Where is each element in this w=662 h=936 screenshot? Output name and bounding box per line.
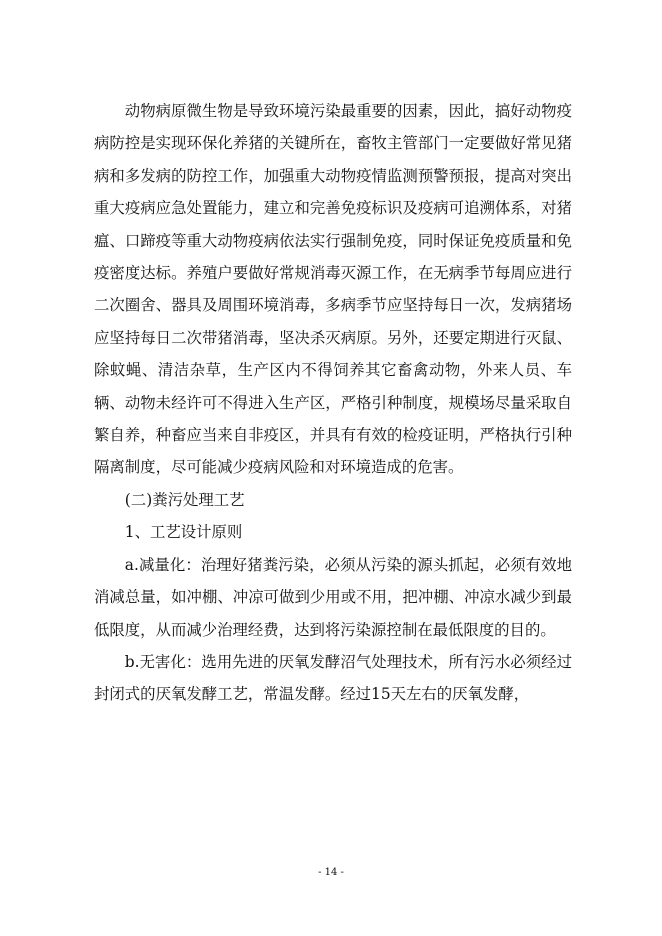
paragraph-disease-prevention: 动物病原微生物是导致环境污染最重要的因素，因此，搞好动物疫病防控是实现环保化养猪的关键所在，畜牧主管部门一定要做好常见猪病和多发病的防控工作，加强重大动物疫情监测预警预报，提高对突出重大疫病应急处置能力，建立和完善免疫标识及疫病可追溯体系，对猪瘟、口蹄疫等重大动物疫病依法实行强制免疫，同时保证免疫质量和免疫密度达标。养殖户要做好常规消毒灭源工作，在无病季节每周应进行二次圈舍、器具及周围环境消毒，多病季节应坚持每日一次，发病猪场应坚持每日二次带猪消毒，坚决杀灭病原。另外，还要定期进行灭鼠、除蚊蝇、清洁杂草，生产区内不得饲养其它畜禽动物，外来人员、车辆、动物未经许可不得进入生产区，严格引种制度，规模场尽量采取自繁自养，种畜应当来自非疫区，并具有有效的检疫证明，严格执行引种隔离制度，尽可能减少疫病风险和对环境造成的危害。 [94, 102, 572, 477]
paragraph-reduction: a.减量化：治理好猪粪污染，必须从污染的源头抓起，必须有效地消减总量，如冲棚、冲凉可做到少用或不用，把冲棚、冲凉水减少到最低限度，从而减少治理经费，达到将污染源控制在最低限度的目的。 [94, 555, 572, 639]
page-number: - 14 - [318, 867, 344, 878]
document-body [94, 95, 572, 711]
subsection-heading-design-principles: 1、工艺设计原则 [124, 523, 243, 542]
paragraph-harmless: b.无害化：选用先进的厌氧发酵沼气处理技术，所有污水必须经过封闭式的厌氧发酵工艺，常温发酵。经过15天左右的厌氧发酵， [94, 652, 572, 704]
section-heading-manure-treatment: (二)粪污处理工艺 [124, 490, 245, 509]
